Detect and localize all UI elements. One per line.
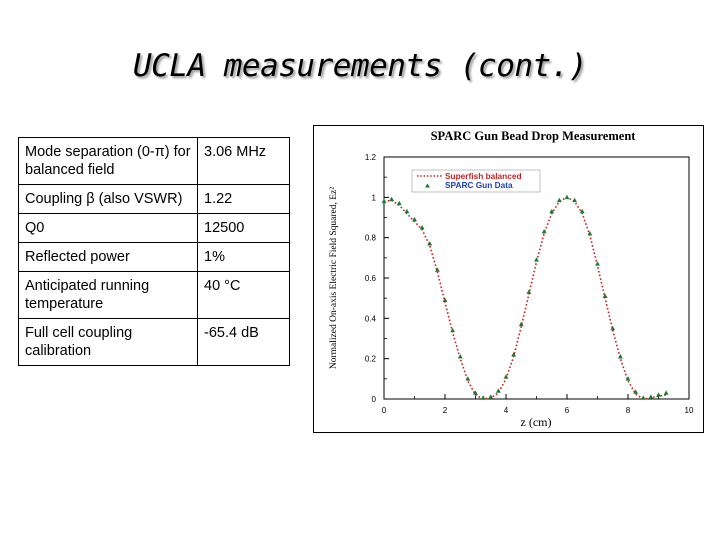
table-row — [19, 319, 290, 366]
data-point-marker — [404, 209, 409, 213]
x-tick-label: 4 — [503, 406, 509, 415]
x-tick-label: 10 — [684, 406, 694, 415]
legend-label: Superfish balanced — [445, 171, 522, 181]
data-point-marker — [572, 198, 577, 202]
data-point-marker — [664, 390, 669, 394]
param-value: 12500 — [198, 214, 290, 243]
y-tick-label: 0.4 — [364, 314, 376, 324]
bead-drop-chart — [314, 126, 703, 432]
data-point-marker — [397, 201, 402, 205]
param-label: Mode separation (0-π) for balanced field — [19, 138, 198, 185]
data-point-marker — [618, 354, 623, 358]
param-label: Full cell coupling calibration — [19, 319, 198, 366]
parameters-table — [18, 137, 290, 366]
table-row — [19, 214, 290, 243]
data-point-marker — [648, 394, 653, 398]
chart-frame — [313, 125, 704, 433]
y-tick-label: 1 — [371, 193, 376, 203]
y-tick-label: 0.8 — [364, 233, 376, 243]
series-line-superfish — [384, 197, 666, 399]
data-point-marker — [557, 198, 562, 202]
table-row — [19, 243, 290, 272]
data-point-marker — [565, 195, 570, 199]
x-tick-label: 6 — [564, 406, 570, 415]
data-point-marker — [656, 392, 661, 396]
param-value: 1% — [198, 243, 290, 272]
table-row — [19, 272, 290, 319]
data-point-marker — [488, 394, 493, 398]
data-point-marker — [534, 257, 539, 261]
data-point-marker — [458, 354, 463, 358]
x-tick-label: 8 — [625, 406, 631, 415]
param-label: Q0 — [19, 214, 198, 243]
table-row — [19, 185, 290, 214]
x-tick-label: 2 — [442, 406, 448, 415]
data-point-marker — [412, 217, 417, 221]
data-point-marker — [389, 197, 394, 201]
x-axis-label: z (cm) — [520, 415, 552, 429]
chart-title: SPARC Gun Bead Drop Measurement — [430, 129, 636, 143]
legend-label: SPARC Gun Data — [445, 180, 513, 190]
plot-area — [384, 157, 689, 399]
param-label: Coupling β (also VSWR) — [19, 185, 198, 214]
data-point-marker — [610, 326, 615, 330]
data-point-marker — [382, 199, 387, 203]
y-tick-label: 0.6 — [364, 274, 376, 283]
data-point-marker — [420, 225, 425, 229]
data-point-marker — [641, 395, 646, 399]
param-value: 1.22 — [198, 185, 290, 214]
data-point-marker — [496, 388, 501, 392]
data-point-marker — [519, 322, 524, 326]
slide-title: UCLA measurements (cont.) — [132, 48, 588, 84]
data-point-marker — [435, 267, 440, 271]
param-label: Reflected power — [19, 243, 198, 272]
x-tick-label: 0 — [381, 406, 387, 415]
y-tick-label: 1.2 — [364, 153, 376, 162]
y-tick-label: 0.2 — [364, 354, 376, 364]
table-row — [19, 138, 290, 185]
data-point-marker — [595, 261, 600, 265]
data-point-marker — [626, 376, 631, 380]
param-value: 40 °C — [198, 272, 290, 319]
legend — [412, 170, 540, 192]
y-axis-label: Normalized On-axis Electric Field Squared, Ez² — [329, 186, 339, 370]
param-value: 3.06 MHz — [198, 138, 290, 185]
y-tick-label: 0 — [371, 395, 376, 404]
param-label: Anticipated running temperature — [19, 272, 198, 319]
data-point-marker — [465, 376, 470, 380]
data-point-marker — [481, 395, 486, 399]
param-value: -65.4 dB — [198, 319, 290, 366]
